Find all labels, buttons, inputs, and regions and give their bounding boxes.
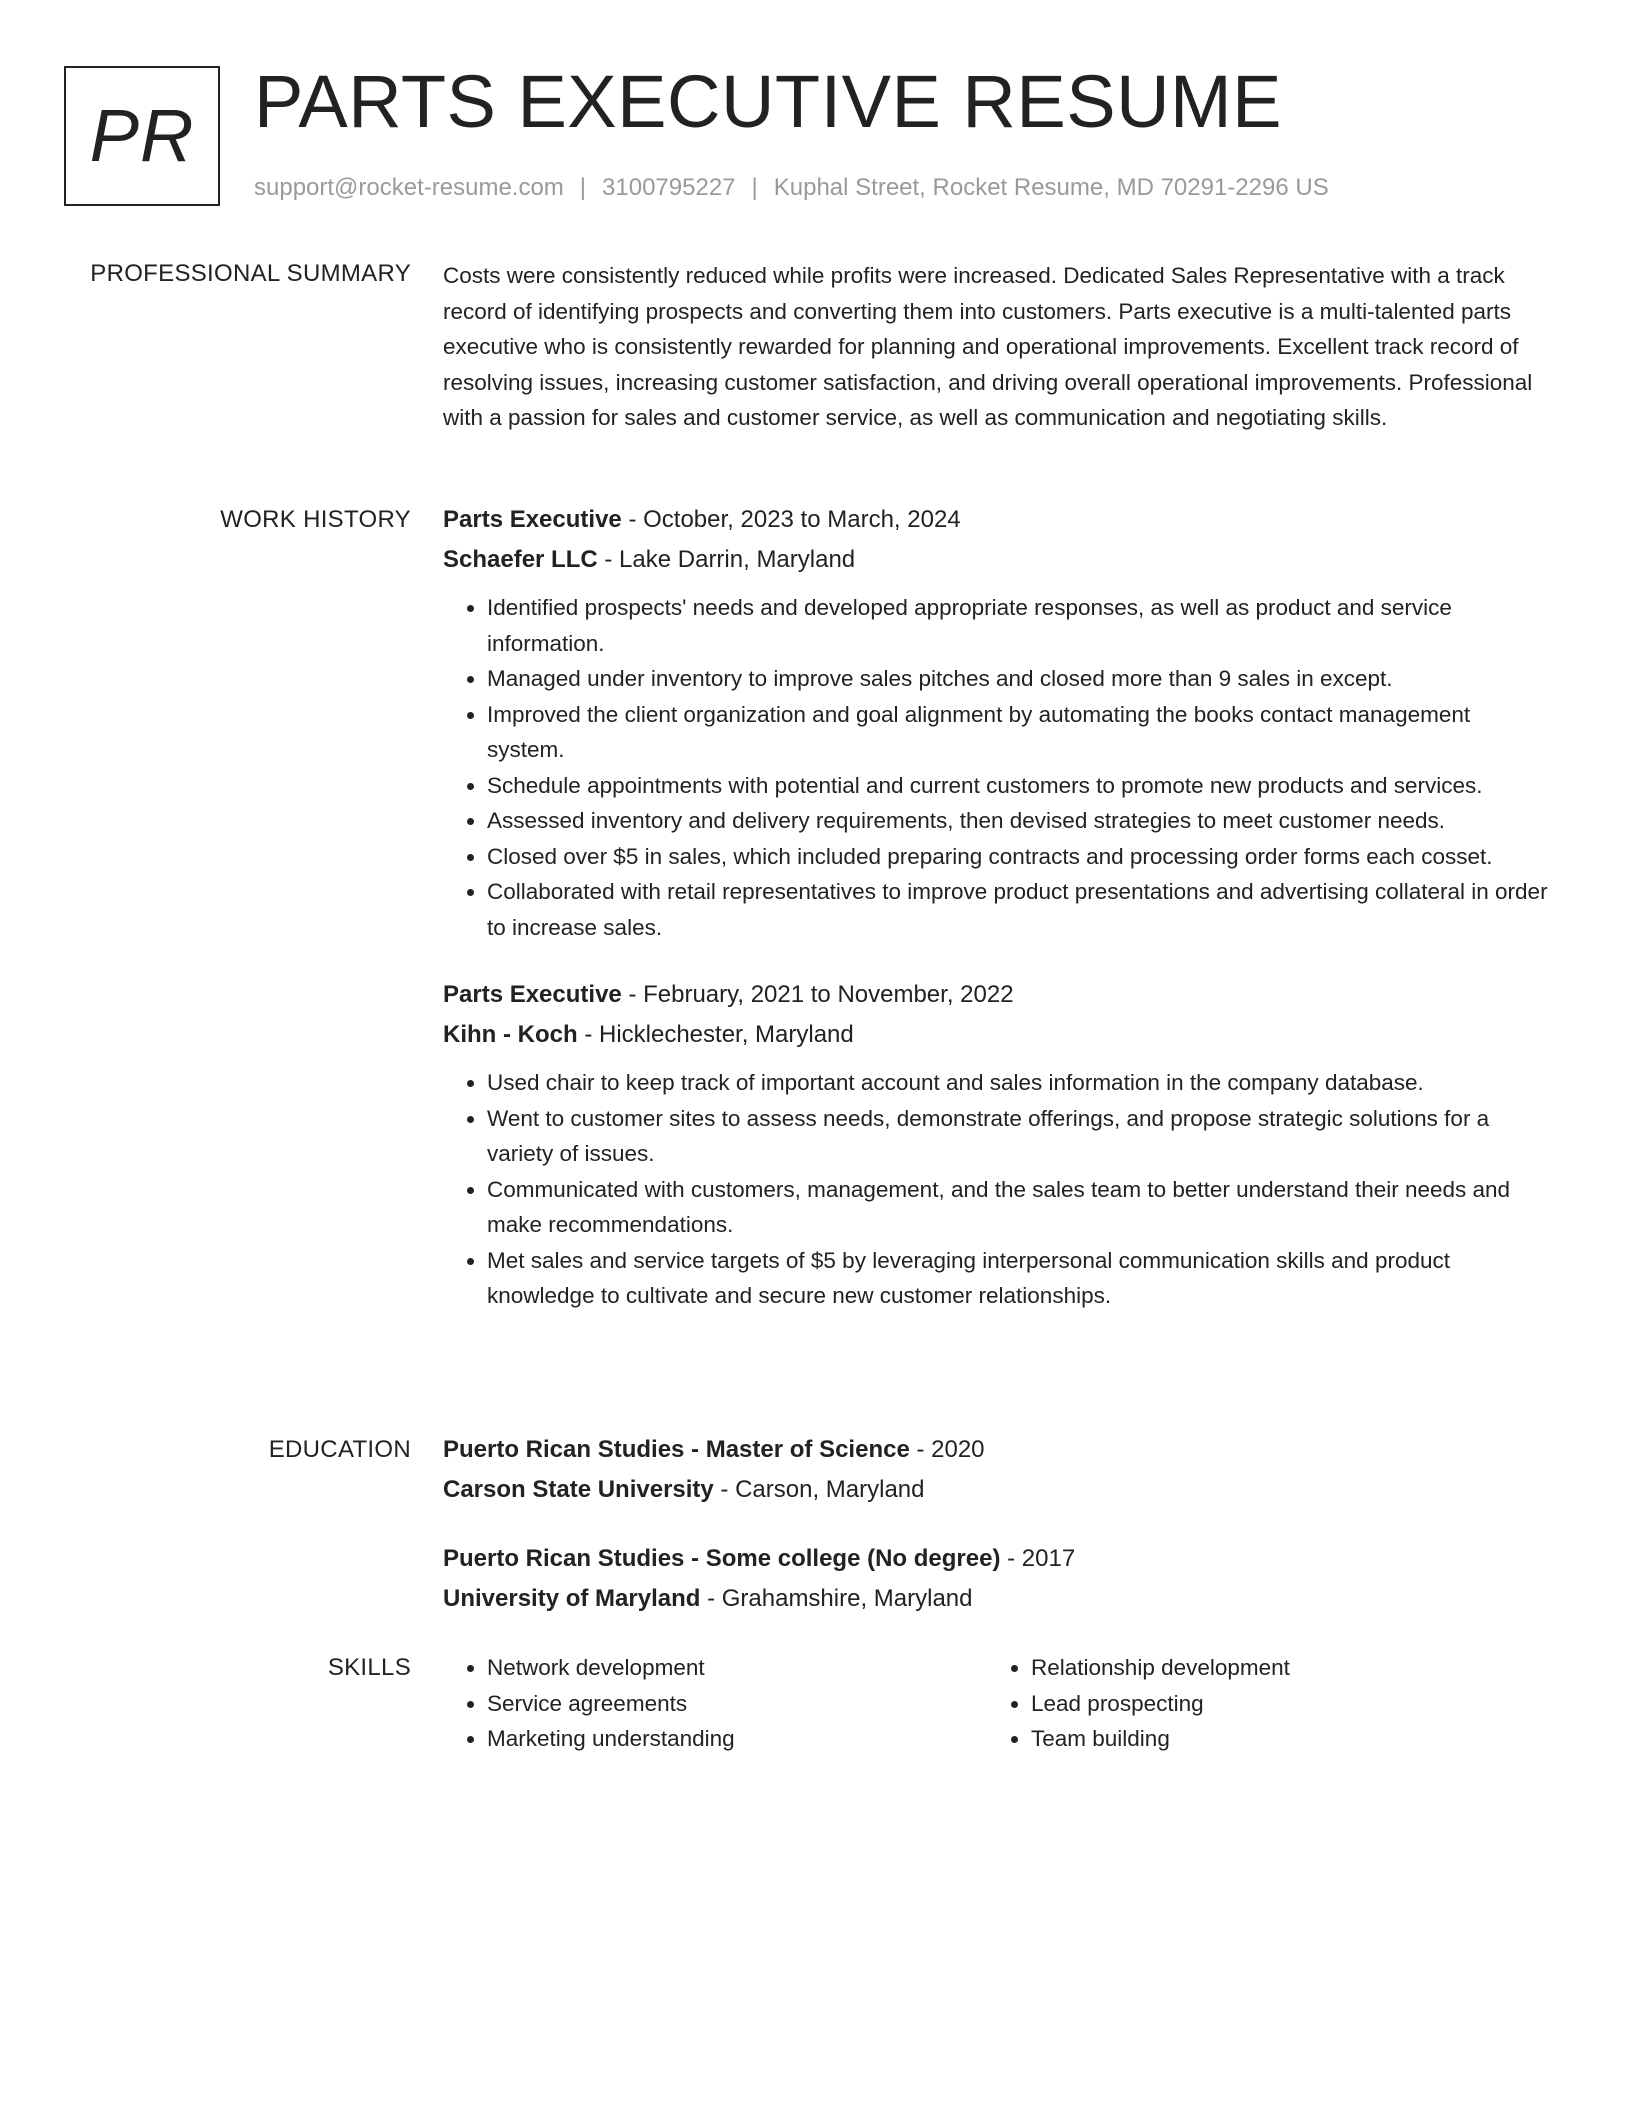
contact-separator: | — [751, 174, 758, 201]
summary-text: Costs were consistently reduced while profits were increased. Dedicated Sales Representative with a track record of identifying prospects and converting them into customers. Parts executive is a multi-talented parts executive who is consistently rewarded for planning and operational improvements. Excellent track record of resolving issues, increasing customer satisfaction, and driving overall operational improvements. Professional with a passion for sales and customer service, as well as communication and negotiating skills. — [443, 263, 1533, 430]
skills-body — [443, 1650, 1553, 1757]
skill-item: • Marketing understanding — [487, 1721, 987, 1757]
job-title-line — [443, 500, 1553, 540]
degree: Puerto Rican Studies - Some college (No degree) — [443, 1545, 1001, 1572]
school-location: - Grahamshire, Maryland — [700, 1585, 973, 1612]
degree-line — [443, 1430, 1553, 1470]
school-line — [443, 1470, 1553, 1510]
job-company-line — [443, 540, 1553, 580]
monogram-initials: PR — [89, 94, 195, 177]
job-company: Kihn - Koch — [443, 1021, 578, 1048]
job-bullet: • Met sales and service targets of $5 by leveraging interpersonal communication skills and product knowledge to cultivate and secure new customer relationships. — [487, 1243, 1553, 1314]
degree-line — [443, 1539, 1553, 1579]
job-company: Schaefer LLC — [443, 546, 598, 573]
school: Carson State University — [443, 1476, 714, 1503]
degree-year: - 2017 — [1000, 1545, 1076, 1572]
section-heading-work-history: WORK HISTORY — [220, 506, 411, 533]
job-bullet: • Used chair to keep track of important account and sales information in the company database. — [487, 1065, 1553, 1101]
summary-body — [443, 258, 1553, 436]
skills-column-left — [443, 1650, 987, 1757]
job-entry — [443, 500, 1553, 945]
skill-item: • Lead prospecting — [1031, 1686, 1531, 1722]
job-bullet: • Assessed inventory and delivery requirements, then devised strategies to meet customer needs. — [487, 803, 1553, 839]
job-bullet: • Schedule appointments with potential and current customers to promote new products and services. — [487, 768, 1553, 804]
education-entry — [443, 1430, 1553, 1510]
skill-item: • Network development — [487, 1650, 987, 1686]
resume-title: PARTS EXECUTIVE RESUME — [254, 60, 1283, 143]
contact-email[interactable]: support@rocket-resume.com — [254, 174, 564, 201]
skill-item: • Team building — [1031, 1721, 1531, 1757]
section-heading-skills: SKILLS — [327, 1654, 411, 1681]
job-location: - Lake Darrin, Maryland — [597, 546, 856, 573]
contact-line — [254, 172, 1329, 204]
skill-item: • Service agreements — [487, 1686, 987, 1722]
section-heading-education: EDUCATION — [268, 1436, 411, 1463]
skills-column-right — [987, 1650, 1531, 1757]
job-bullet: • Closed over $5 in sales, which included preparing contracts and processing order forms each cosset. — [487, 839, 1553, 875]
contact-phone[interactable]: 3100795227 — [602, 174, 736, 201]
degree: Puerto Rican Studies - Master of Science — [443, 1436, 910, 1463]
job-bullet: • Went to customer sites to assess needs, demonstrate offerings, and propose strategic solutions for a variety of issues. — [487, 1101, 1553, 1172]
job-location: - Hicklechester, Maryland — [577, 1021, 854, 1048]
job-bullet-list — [443, 590, 1553, 945]
school-line — [443, 1579, 1553, 1619]
degree-year: - 2020 — [909, 1436, 985, 1463]
skill-item: • Relationship development — [1031, 1650, 1531, 1686]
job-entry — [443, 975, 1553, 1314]
skills-grid — [443, 1650, 1553, 1757]
job-bullet: • Improved the client organization and goal alignment by automating the books contact management system. — [487, 697, 1553, 768]
job-bullet: • Managed under inventory to improve sales pitches and closed more than 9 sales in except. — [487, 661, 1553, 697]
job-dates: - October, 2023 to March, 2024 — [621, 506, 961, 533]
work-history-body — [443, 500, 1553, 1314]
education-body — [443, 1430, 1553, 1619]
job-dates: - February, 2021 to November, 2022 — [621, 981, 1014, 1008]
contact-address: Kuphal Street, Rocket Resume, MD 70291-2296 US — [773, 174, 1329, 201]
job-company-line — [443, 1015, 1553, 1055]
job-bullet: • Collaborated with retail representatives to improve product presentations and advertising collateral in order to increase sales. — [487, 874, 1553, 945]
job-bullet-list — [443, 1065, 1553, 1314]
education-entry — [443, 1539, 1553, 1619]
job-bullet: • Identified prospects' needs and developed appropriate responses, as well as product and service information. — [487, 590, 1553, 661]
section-heading-summary: PROFESSIONAL SUMMARY — [90, 260, 411, 287]
contact-separator: | — [579, 174, 587, 201]
job-title: Parts Executive — [443, 981, 622, 1008]
school: University of Maryland — [443, 1585, 701, 1612]
school-location: - Carson, Maryland — [713, 1476, 925, 1503]
monogram-box — [64, 66, 220, 206]
job-bullet: • Communicated with customers, management, and the sales team to better understand their needs and make recommendations. — [487, 1172, 1553, 1243]
job-title-line — [443, 975, 1553, 1015]
job-title: Parts Executive — [443, 506, 622, 533]
